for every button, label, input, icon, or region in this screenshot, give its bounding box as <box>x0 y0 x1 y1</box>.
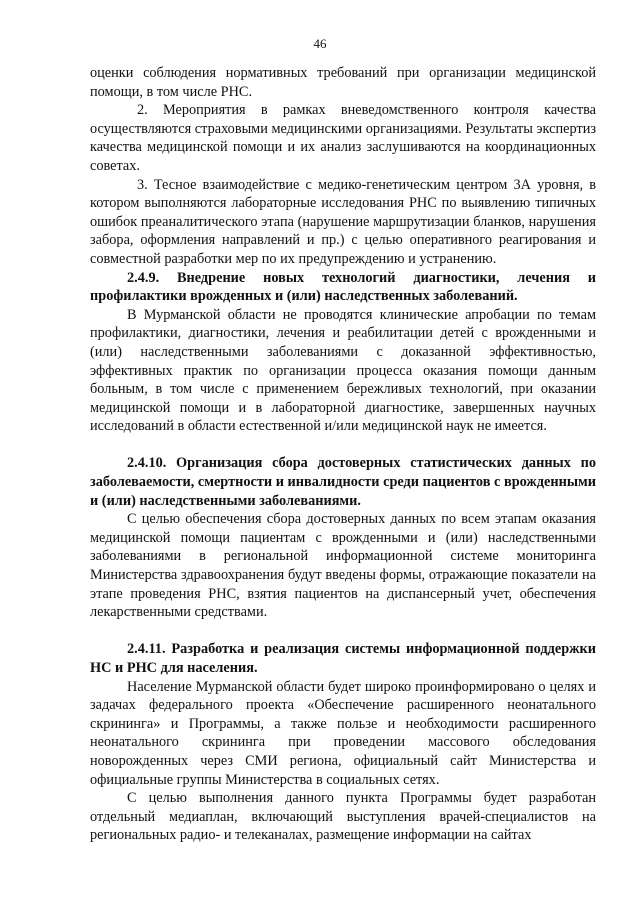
paragraph-continuation: оценки соблюдения нормативных требований при организации медицинской помощи, в том числе РНС. <box>90 65 596 100</box>
page-number: 46 <box>313 36 327 51</box>
section-heading-2-4-9: 2.4.9. Внедрение новых технологий диагностики, лечения и профилактики врожденных и (или) наследственных заболеваний. <box>90 269 596 305</box>
blank-line <box>90 622 596 641</box>
blank-line <box>90 436 596 455</box>
paragraph-item-3: 3. Тесное взаимодействие с медико-генетическим центром 3А уровня, в котором выполняются лабораторные исследования РНС по выявлению типичных ошибок преаналитического этапа (нарушение маршрутизации бланков, нарушения забора, оформления направлений и пр.) с целью оперативного реагирования и совместной разработки мер по их предупреждению и устранению. <box>90 176 596 267</box>
document-body <box>90 64 596 845</box>
section-heading-2-4-11: 2.4.11. Разработка и реализация системы информационной поддержки НС и РНС для населения. <box>90 641 596 676</box>
paragraph-2-4-11-body-1: Население Мурманской области будет широко проинформировано о целях и задачах федерального проекта «Обеспечение расширенного неонатального скрининга» и Программы, а также пользе и необходимости расширенного неонатального скрининга при проведении массового обследования новорожденных через СМИ региона, официальный сайт Министерства и официальные группы Министерства в социальных сетях. <box>90 678 596 788</box>
paragraph-2-4-9-body: В Мурманской области не проводятся клинические апробации по темам профилактики, диагностики, лечения и реабилитации детей с врожденными и (или) наследственными заболеваниями с доказанной эффективностью, эффективных практик по организации процесса оказания помощи данным больным, в том числе с применением бережливых технологий, при оказании медицинской помощи и в лабораторной диагностике, завершенных научных исследований в области естественной и/или медицинской наук не имеется. <box>90 306 596 435</box>
paragraph-item-2: 2. Мероприятия в рамках вневедомственного контроля качества осуществляются страховыми медицинскими организациями. Результаты экспертиз качества медицинской помощи и их анализ заслушиваются на координационных советах. <box>90 102 596 174</box>
section-heading-2-4-10: 2.4.10. Организация сбора достоверных статистических данных по заболеваемости, смертности и инвалидности среди пациентов с врожденными и (или) наследственными заболеваниями. <box>90 455 596 509</box>
paragraph-2-4-10-body: С целью обеспечения сбора достоверных данных по всем этапам оказания медицинской помощи пациентам с врожденными и (или) наследственными заболеваниями в региональной информационной системе мониторинга Министерства здравоохранения будут введены формы, отражающие показатели на этапе проведения РНС, взятия пациентов на диспансерный учет, обеспечения лекарственными средствами. <box>90 511 596 621</box>
paragraph-2-4-11-body-2: С целью выполнения данного пункта Программы будет разработан отдельный медиаплан, включающий выступления врачей-специалистов на региональных радио- и телеканалах, размещение информации на сайтах <box>90 790 596 844</box>
